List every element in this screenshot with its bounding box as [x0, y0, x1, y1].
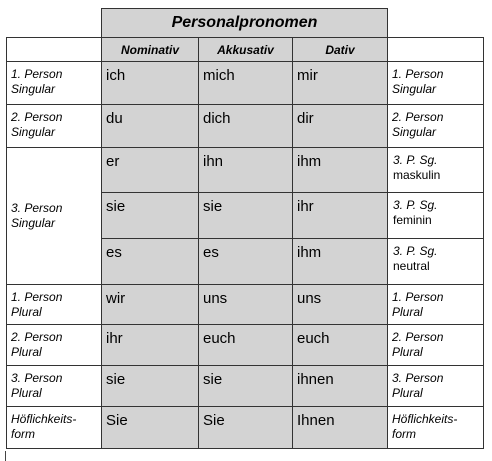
nominativ-cell: du [102, 105, 199, 148]
akkusativ-cell: dich [199, 105, 293, 148]
row-label-left: 3. Person Singular [7, 148, 102, 285]
table-title: Personalpronomen [102, 9, 388, 38]
dativ-cell: ihm [293, 239, 388, 285]
header-blank-right [388, 38, 484, 62]
akkusativ-cell: uns [199, 285, 293, 325]
empty-corner-top-right [388, 9, 484, 38]
row-label-left: 1. Person Singular [7, 62, 102, 105]
nominativ-cell: er [102, 148, 199, 193]
nominativ-cell: sie [102, 366, 199, 407]
table-row [7, 325, 484, 366]
header-akkusativ: Akkusativ [199, 38, 293, 62]
dativ-cell: uns [293, 285, 388, 325]
akkusativ-cell: sie [199, 366, 293, 407]
row-label-right: 3. P. Sg. feminin [388, 193, 484, 239]
row-label-left: 3. Person Plural [7, 366, 102, 407]
header-blank-left [7, 38, 102, 62]
row-label-left: Höflichkeits- form [7, 407, 102, 449]
akkusativ-cell: sie [199, 193, 293, 239]
row-label-right: 2. Person Singular [388, 105, 484, 148]
table-row [7, 285, 484, 325]
akkusativ-cell: Sie [199, 407, 293, 449]
row-label-right: 2. Person Plural [388, 325, 484, 366]
row-label-left: 1. Person Plural [7, 285, 102, 325]
row-label-right: Höflichkeits- form [388, 407, 484, 449]
nominativ-cell: es [102, 239, 199, 285]
dativ-cell: euch [293, 325, 388, 366]
nominativ-cell: Sie [102, 407, 199, 449]
page-edge-mark [5, 451, 6, 461]
dativ-cell: ihr [293, 193, 388, 239]
nominativ-cell: sie [102, 193, 199, 239]
table-row [7, 148, 484, 193]
nominativ-cell: ihr [102, 325, 199, 366]
personalpronomen-table [6, 8, 484, 449]
row-label-right: 1. Person Singular [388, 62, 484, 105]
akkusativ-cell: es [199, 239, 293, 285]
table-row [7, 407, 484, 449]
table-row [7, 105, 484, 148]
empty-corner-top-left [7, 9, 102, 38]
row-label-right: 3. Person Plural [388, 366, 484, 407]
akkusativ-cell: euch [199, 325, 293, 366]
dativ-cell: dir [293, 105, 388, 148]
dativ-cell: Ihnen [293, 407, 388, 449]
dativ-cell: ihm [293, 148, 388, 193]
header-nominativ: Nominativ [102, 38, 199, 62]
dativ-cell: ihnen [293, 366, 388, 407]
row-label-left: 2. Person Singular [7, 105, 102, 148]
akkusativ-cell: ihn [199, 148, 293, 193]
row-label-right: 3. P. Sg. maskulin [388, 148, 484, 193]
row-label-right: 1. Person Plural [388, 285, 484, 325]
table-row [7, 366, 484, 407]
nominativ-cell: ich [102, 62, 199, 105]
row-label-left: 2. Person Plural [7, 325, 102, 366]
table-row [7, 62, 484, 105]
row-label-right: 3. P. Sg. neutral [388, 239, 484, 285]
header-dativ: Dativ [293, 38, 388, 62]
nominativ-cell: wir [102, 285, 199, 325]
dativ-cell: mir [293, 62, 388, 105]
akkusativ-cell: mich [199, 62, 293, 105]
